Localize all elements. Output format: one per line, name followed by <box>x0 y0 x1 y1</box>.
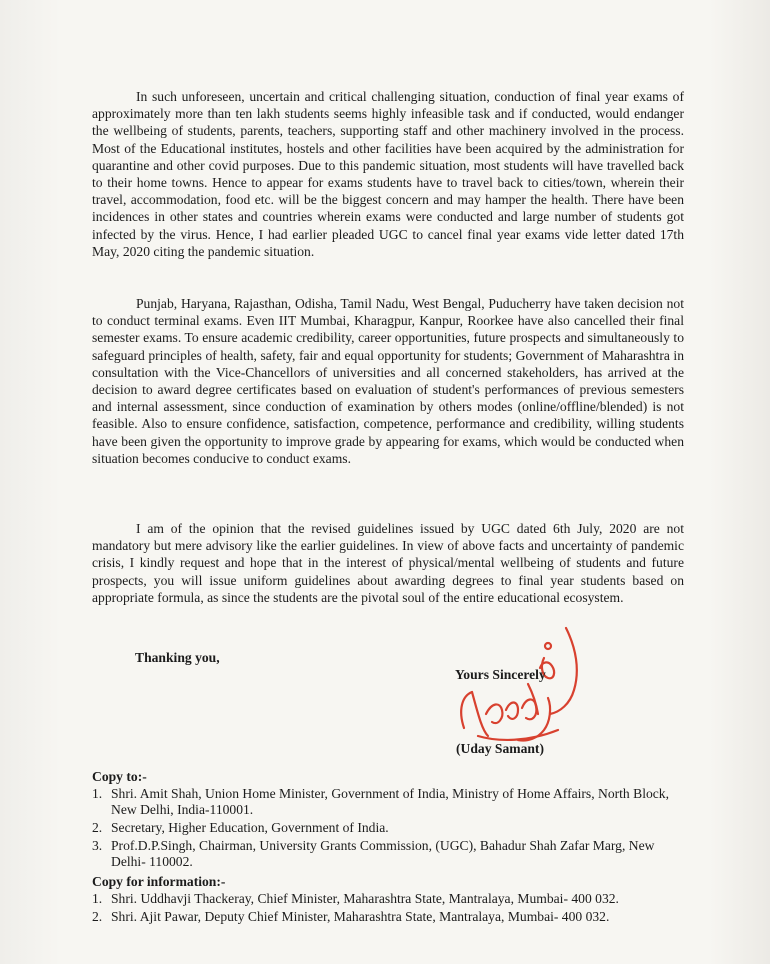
paragraph-3-text: I am of the opinion that the revised guidelines issued by UGC dated 6th July, 2020 are not mandatory but mere advisory like the earlier guidelines. In view of above facts and uncertainty of pandemic crisis, I kindly request and hope that in the interest of physical/mental wellbeing of students and future prospects, you will issue uniform guidelines about awarding degrees to final year students based on appropriate formula, as since the students are the pivotal soul of the entire educational ecosystem. <box>92 521 684 605</box>
handwritten-signature-icon <box>448 618 598 758</box>
copy-to-item <box>92 786 682 818</box>
list-item-text: Prof.D.P.Singh, Chairman, University Grants Commission, (UGC), Bahadur Shah Zafar Marg, New Delhi- 110002. <box>111 838 655 869</box>
letter-paragraph-2 <box>92 295 684 467</box>
copy-for-information-item <box>92 909 682 925</box>
copy-for-information-heading: Copy for information:- <box>92 874 226 889</box>
list-item-text: Shri. Uddhavji Thackeray, Chief Minister, Maharashtra State, Mantralaya, Mumbai- 400 032. <box>111 891 619 906</box>
list-number: 2. <box>92 909 103 924</box>
copy-to-item <box>92 838 682 870</box>
list-number: 1. <box>92 786 103 801</box>
copy-to-list <box>92 786 682 872</box>
copy-to-item <box>92 820 682 836</box>
list-number: 3. <box>92 838 103 853</box>
letter-paragraph-3 <box>92 520 684 606</box>
paragraph-2-text: Punjab, Haryana, Rajasthan, Odisha, Tamil Nadu, West Bengal, Puducherry have taken decision not to conduct terminal exams. Even IIT Mumbai, Kharagpur, Kanpur, Roorkee have also cancelled their final semester exams. To ensure academic credibility, career opportunities, future prospects and simultaneously to safeguard principles of health, safety, fair and equal opportunity for students; Government of Maharashtra in consultation with the Vice-Chancellors of universities and all concerned stakeholders, has arrived at the decision to award degree certificates based on evaluation of student's performances of previous semesters and internal assessment, since conduction of examination by others modes (online/offline/blended) is not feasible. Also to ensure confidence, satisfaction, competence, performance and credibility, willing students have been given the opportunity to improve grade by appearing for exams, which would be conducted when situation becomes conducive to conduct exams. <box>92 296 684 466</box>
paragraph-1-text: In such unforeseen, uncertain and critical challenging situation, conduction of final year exams of approximately more than ten lakh students seems highly infeasible task and if conducted, would endanger the wellbeing of students, parents, teachers, supporting staff and other machinery involved in the process. Most of the Educational institutes, hostels and other facilities have been acquired by the administration for quarantine and other covid purposes. Due to this pandemic situation, most students will have travelled back to their home towns. Hence to appear for exams students have to travel back to cities/town, wherein their travel, accommodation, food etc. will be the biggest concern and may hamper the health. There have been incidences in other states and countries wherein exams were conducted and large number of students got infected by the virus. Hence, I had earlier pleaded UGC to cancel final year exams vide letter dated 17th May, 2020 citing the pandemic situation. <box>92 89 684 259</box>
copy-for-information-item <box>92 891 682 907</box>
letter-paragraph-1 <box>92 88 684 260</box>
copy-to-heading: Copy to:- <box>92 769 147 784</box>
list-number: 2. <box>92 820 103 835</box>
list-item-text: Secretary, Higher Education, Government of India. <box>111 820 389 835</box>
list-item-text: Shri. Ajit Pawar, Deputy Chief Minister, Maharashtra State, Mantralaya, Mumbai- 400 032. <box>111 909 610 924</box>
closing-salutation: Thanking you, <box>135 650 220 665</box>
list-number: 1. <box>92 891 103 906</box>
list-item-text: Shri. Amit Shah, Union Home Minister, Government of India, Ministry of Home Affairs, North Block, New Delhi, India-110001. <box>111 786 669 817</box>
sign-off: Yours Sincerely <box>455 667 546 682</box>
signatory-name: (Uday Samant) <box>456 741 544 756</box>
copy-for-information-list <box>92 891 682 927</box>
